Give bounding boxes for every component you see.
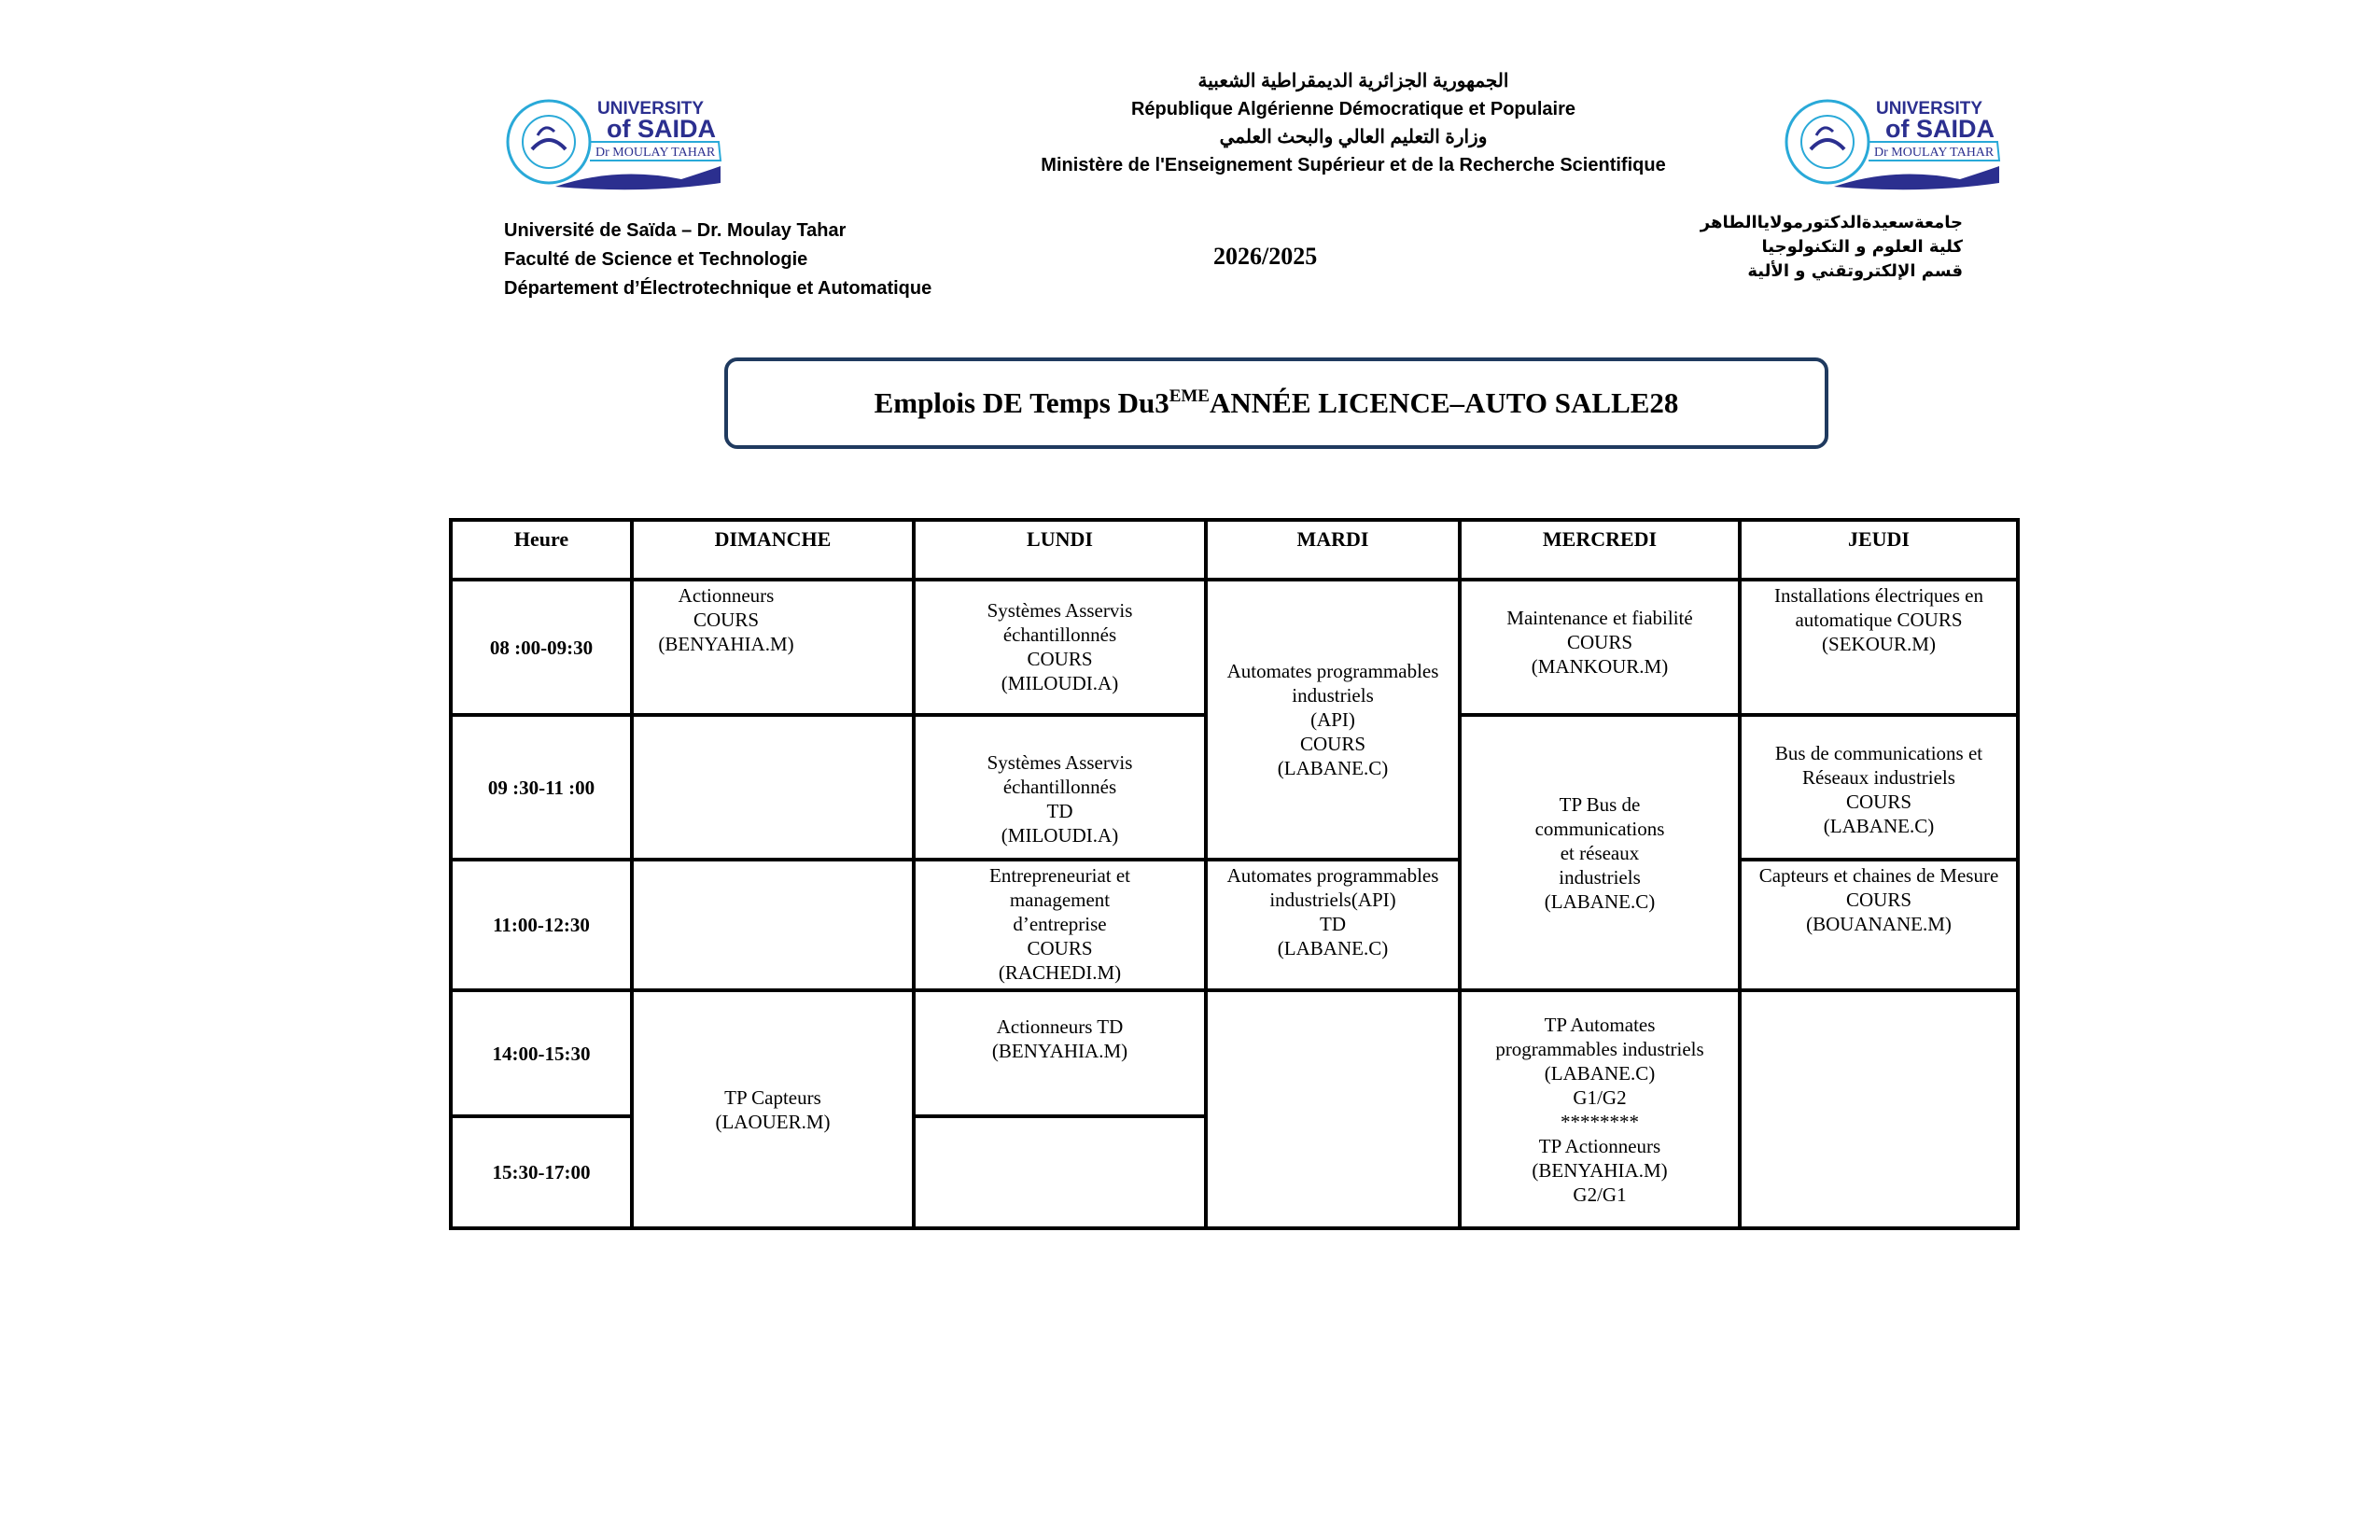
time-text: 09:30 xyxy=(547,636,594,659)
time-text: 14:00 xyxy=(492,1042,539,1065)
session-cell xyxy=(1740,580,2018,715)
session-line: TP Actionneurs xyxy=(1538,1134,1661,1157)
university-logo-right xyxy=(1783,93,1995,194)
session-line: COURS xyxy=(1299,733,1366,755)
ministry-name-fr: Ministère de l'Enseignement Supérieur et de la Recherche Scientifique xyxy=(1041,155,1666,175)
time-text: 09 :30 xyxy=(487,776,539,799)
session-cell xyxy=(632,990,914,1228)
session-line: (BOUANANE.M) xyxy=(1806,913,1952,935)
session-cell xyxy=(632,715,914,860)
header-row xyxy=(451,520,2018,580)
col-header-dimanche: DIMANCHE xyxy=(632,520,914,580)
session-line: TD xyxy=(1046,800,1073,822)
session-line: COURS xyxy=(1027,937,1093,959)
session-cell xyxy=(914,715,1206,860)
session-line: G1/G2 xyxy=(1573,1085,1627,1109)
session-line: Maintenance et fiabilité xyxy=(1506,607,1693,629)
session-line: TP Capteurs xyxy=(724,1085,821,1109)
session-line: COURS xyxy=(693,609,760,631)
session-line: Bus de communications et xyxy=(1774,742,1983,764)
session-cell xyxy=(1460,990,1740,1228)
university-name-ar: جامعةسعيدةالدكتورمولاياالطاهر xyxy=(1700,213,1963,232)
cell-content xyxy=(453,776,630,800)
republic-name-ar: الجمهورية الجزائرية الديمقراطية الشعبية xyxy=(1197,71,1509,91)
time-text: 15:30 xyxy=(544,1042,591,1065)
session-line: (MANKOUR.M) xyxy=(1531,655,1669,678)
session-line: Installations électriques en xyxy=(1774,584,1983,607)
session-line: échantillonnés xyxy=(1002,623,1117,646)
cell-content xyxy=(916,861,1204,985)
session-line: COURS xyxy=(1566,631,1633,653)
cell-content xyxy=(1742,992,2016,1003)
session-line: (LABANE.C) xyxy=(1823,815,1935,837)
cell-content xyxy=(916,581,1204,695)
cell-content xyxy=(1208,861,1458,960)
session-line: (BENYAHIA.M) xyxy=(991,1040,1128,1062)
institution-block-fr xyxy=(504,217,931,303)
time-text: 15:30 xyxy=(492,1161,539,1183)
cell-content xyxy=(916,1118,1204,1129)
time-text: 17:00 xyxy=(544,1161,591,1183)
cell-content xyxy=(1462,1013,1738,1207)
time-slot xyxy=(451,715,632,860)
cell-content xyxy=(1462,581,1738,679)
session-cell xyxy=(1740,715,2018,860)
table-row xyxy=(451,860,2018,990)
cell-content xyxy=(453,636,630,660)
session-line: TD xyxy=(1320,913,1346,935)
session-line: Entrepreneuriat et xyxy=(989,864,1130,887)
session-line: (MILOUDI.A) xyxy=(1001,824,1119,847)
session-cell xyxy=(632,860,914,990)
session-cell xyxy=(914,860,1206,990)
table-row xyxy=(451,580,2018,715)
cell-content xyxy=(916,717,1204,847)
ministry-name-ar: وزارة التعليم العالي والبحث العلمي xyxy=(1219,127,1488,147)
session-cell xyxy=(1206,580,1460,860)
time-text: 11 :00 xyxy=(545,776,595,799)
col-header-heure: Heure xyxy=(451,520,632,580)
cell-content xyxy=(634,717,912,728)
session-line: (LABANE.C) xyxy=(1277,757,1389,779)
logo-line1: UNIVERSITY xyxy=(1876,99,1983,119)
session-line: Systèmes Asservis xyxy=(987,751,1133,774)
session-line: automatique COURS xyxy=(1795,609,1963,631)
cell-content xyxy=(1462,792,1738,914)
time-text: - xyxy=(538,1161,545,1183)
cell-content xyxy=(1742,861,2016,936)
session-line: Capteurs et chaines de Mesure xyxy=(1758,864,1999,887)
time-text: - xyxy=(538,1042,545,1065)
session-line: (BENYAHIA.M) xyxy=(1532,1158,1668,1182)
academic-year: 2026/2025 xyxy=(1213,243,1318,270)
cell-content xyxy=(453,913,630,937)
session-cell xyxy=(914,580,1206,715)
session-cell xyxy=(914,990,1206,1116)
session-line: (LAOUER.M) xyxy=(715,1110,831,1133)
session-cell xyxy=(1460,580,1740,715)
time-text: - xyxy=(539,776,546,799)
faculty-name: Faculté de Science et Technologie xyxy=(504,249,808,270)
republic-name-fr: République Algérienne Démocratique et Populaire xyxy=(1130,99,1575,119)
session-line: (BENYAHIA.M) xyxy=(658,633,794,655)
session-line: (SEKOUR.M) xyxy=(1822,633,1936,655)
republic-header xyxy=(933,67,1773,179)
cell-content xyxy=(634,581,819,656)
timetable-title-box xyxy=(724,357,1828,449)
department-name-ar: قسم الإلكتروتقني و الألية xyxy=(1747,261,1963,281)
session-line: (LABANE.C) xyxy=(1544,889,1656,913)
session-line: (RACHEDI.M) xyxy=(998,961,1122,984)
session-line: (LABANE.C) xyxy=(1277,937,1389,959)
session-line: COURS xyxy=(1845,791,1912,813)
col-header-mardi: MARDI xyxy=(1206,520,1460,580)
logo-line3: Dr MOULAY TAHAR xyxy=(595,146,716,160)
session-line: industriels xyxy=(1559,865,1641,889)
col-header-lundi: LUNDI xyxy=(914,520,1206,580)
session-line: communications xyxy=(1534,817,1665,840)
session-cell xyxy=(1740,990,2018,1228)
col-header-jeudi: JEUDI xyxy=(1740,520,2018,580)
session-line: management xyxy=(1009,889,1111,911)
cell-content xyxy=(1742,581,2016,656)
session-cell xyxy=(914,1116,1206,1228)
cell-content xyxy=(1742,717,2016,838)
logo-line2: of SAIDA xyxy=(1885,115,1995,143)
cell-content xyxy=(1208,992,1458,1003)
session-line: Automates programmables xyxy=(1226,864,1439,887)
cell-content xyxy=(453,1160,630,1184)
logo-line1: UNIVERSITY xyxy=(597,99,705,119)
session-line: (LABANE.C) xyxy=(1544,1061,1656,1085)
session-cell xyxy=(1206,860,1460,990)
col-header-mercredi: MERCREDI xyxy=(1460,520,1740,580)
session-cell xyxy=(632,580,914,715)
table-row xyxy=(451,990,2018,1116)
session-line: TP Bus de xyxy=(1559,792,1641,816)
session-line: (MILOUDI.A) xyxy=(1001,672,1119,694)
session-line: industriels xyxy=(1292,684,1374,707)
session-cell xyxy=(1740,860,2018,990)
institution-block-ar xyxy=(1701,211,1963,284)
session-line: Systèmes Asservis xyxy=(987,599,1133,622)
time-text: - xyxy=(537,914,544,936)
session-cell xyxy=(1460,715,1740,990)
session-line: programmables industriels xyxy=(1495,1037,1704,1060)
session-line: Actionneurs TD xyxy=(996,1015,1124,1038)
session-line: COURS xyxy=(1027,648,1093,670)
session-line: d’entreprise xyxy=(1013,913,1107,935)
session-line: COURS xyxy=(1845,889,1912,911)
cell-content xyxy=(1208,659,1458,780)
session-line: industriels(API) xyxy=(1269,889,1396,911)
session-line: Automates programmables xyxy=(1226,660,1439,682)
cell-content xyxy=(634,861,912,873)
cell-content xyxy=(453,1042,630,1066)
session-line: échantillonnés xyxy=(1002,776,1117,798)
timetable xyxy=(449,518,2020,1230)
logo-line3: Dr MOULAY TAHAR xyxy=(1874,146,1995,160)
time-text: 11:00 xyxy=(493,914,538,936)
timetable-title: Emplois DE Temps Du3EMEANNÉE LICENCE–AUTO SALLE28 xyxy=(874,386,1679,419)
time-text: 08 :00 xyxy=(489,636,541,659)
session-line: G2/G1 xyxy=(1573,1183,1627,1206)
session-line: TP Automates xyxy=(1544,1013,1656,1036)
time-text: - xyxy=(540,636,548,659)
university-name: Université de Saïda – Dr. Moulay Tahar xyxy=(504,220,847,241)
time-slot xyxy=(451,860,632,990)
session-line: et réseaux xyxy=(1560,841,1640,864)
logo-line2: of SAIDA xyxy=(607,115,716,143)
cell-content xyxy=(634,1085,912,1134)
time-slot xyxy=(451,990,632,1116)
cell-content xyxy=(916,992,1204,1063)
session-line: Actionneurs xyxy=(678,584,775,607)
session-line: ******** xyxy=(1561,1110,1639,1133)
department-name: Département d’Électrotechnique et Automatique xyxy=(504,278,932,299)
session-line: Réseaux industriels xyxy=(1802,766,1955,789)
time-slot xyxy=(451,580,632,715)
time-slot xyxy=(451,1116,632,1228)
time-text: 12:30 xyxy=(543,914,590,936)
university-logo-left xyxy=(504,93,728,194)
session-line: (API) xyxy=(1310,708,1355,731)
session-cell xyxy=(1206,990,1460,1228)
faculty-name-ar: كلية العلوم و التكنولوجيا xyxy=(1761,237,1963,257)
